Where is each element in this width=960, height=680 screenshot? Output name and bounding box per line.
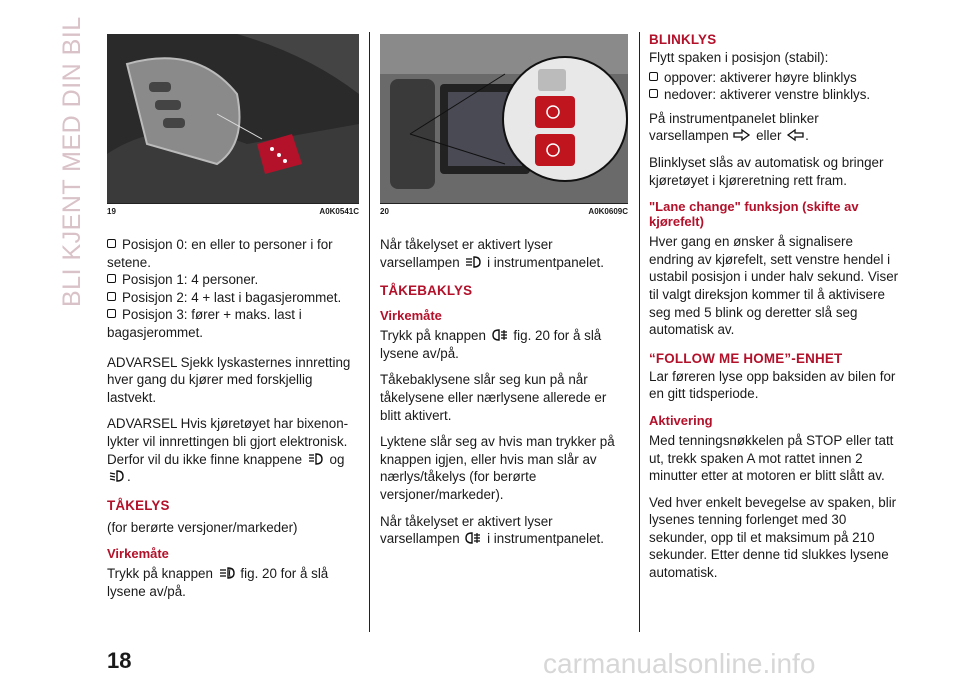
subsection-heading: Virkemåte — [107, 546, 169, 562]
column-divider — [639, 32, 640, 632]
body-text: Hver gang en ønsker å signalisere endring av kjørefelt, sett venstre hendel i ustabil posisjon i under halv sekund. Viser til valgt direksjon kommer til å aktivisere seg med 5 blink og deretter slå seg automatisk av. — [649, 234, 899, 338]
turn-left-icon — [785, 128, 805, 142]
warning-text: ADVARSEL Sjekk lyskasternes innretting hver gang du kjører med forskjellig lastvekt. — [107, 354, 351, 405]
section-heading: TÅKELYS — [107, 497, 170, 513]
figure-number: 19 — [107, 207, 116, 216]
figure-caption — [380, 203, 628, 216]
checkbox-bullet-icon — [107, 274, 116, 283]
section-note: (for berørte versjoner/markeder) — [107, 519, 298, 535]
page-number: 18 — [107, 648, 132, 673]
headlamp-level-icon — [107, 469, 127, 483]
list-item: Posisjon 0: en eller to personer i for setene. — [107, 237, 333, 270]
body-text: Blinklyset slås av automatisk og bringer kjøretøyet i kjøreretning rett fram. — [649, 154, 884, 188]
subsection-heading: "Lane change" funksjon (skifte av kjørefelt) — [649, 199, 859, 230]
watermark: carmanualsonline.info — [543, 648, 816, 679]
body-text: Trykk på knappen fig. 20 for å slå lysene av/på. — [380, 328, 602, 361]
figure-caption — [107, 203, 359, 216]
body-text: Flytt spaken i posisjon (stabil): — [649, 50, 829, 65]
body-text: Med tenningsnøkkelen på STOP eller tatt ut, trekk spaken A mot rattet innen 2 minutter etter at motoren er blitt slått av. — [649, 432, 894, 484]
figure-number: 20 — [380, 207, 389, 216]
fog-light-icon — [217, 566, 237, 580]
checkbox-bullet-icon — [107, 292, 116, 301]
headlamp-level-icon — [306, 452, 326, 466]
figure-19-image — [107, 34, 359, 203]
section-heading: “FOLLOW ME HOME”-ENHET — [649, 350, 843, 366]
list-item: Posisjon 3: fører + maks. last i bagasjerommet. — [107, 307, 302, 340]
checkbox-bullet-icon — [107, 239, 116, 248]
body-text: Tåkebaklysene slår seg kun på når tåkelysene eller nærlysene allerede er blitt aktivert. — [380, 372, 607, 423]
subsection-heading: Aktivering — [649, 412, 713, 428]
section-heading: TÅKEBAKLYS — [380, 283, 473, 299]
figure-code: A0K0541C — [319, 207, 359, 216]
warning-text: ADVARSEL Hvis kjøretøyet har bixenon-lykter vil innrettingen bli gjort elektronisk. Derfor vil du ikke finne knappene og . — [107, 416, 349, 485]
body-text: Når tåkelyset er aktivert lyser varsellampen i instrumentpanelet. — [380, 513, 604, 547]
rear-fog-light-icon — [463, 531, 483, 545]
section-heading: BLINKLYS — [649, 32, 717, 47]
list-item: nedover: aktiverer venstre blinklys. — [649, 86, 901, 104]
body-text: Ved hver enkelt bevegelse av spaken, blir lysenes tenning forlenget med 30 sekunder, opp til et maksimum på 210 sekunder. Etter denne tid slukkes lysene automatisk. — [649, 494, 897, 581]
fog-light-icon — [463, 255, 483, 269]
checkbox-bullet-icon — [107, 309, 116, 318]
list-item: Posisjon 1: 4 personer. — [107, 271, 359, 289]
subsection-heading: Virkemåte — [380, 308, 442, 324]
rear-fog-light-icon — [490, 328, 510, 342]
column-1 — [107, 34, 359, 610]
figure-20-image — [380, 34, 628, 203]
body-text: Lyktene slår seg av hvis man trykker på knappen igjen, eller hvis man slår av nærlys/tåkelys (for berørte versjoner/markeder). — [380, 434, 615, 502]
checkbox-bullet-icon — [649, 72, 658, 81]
body-text: Når tåkelyset er aktivert lyser varsellampen i instrumentpanelet. — [380, 237, 604, 270]
turn-right-icon — [732, 128, 752, 142]
column-3 — [649, 32, 901, 591]
column-2 — [380, 34, 628, 557]
checkbox-bullet-icon — [649, 89, 658, 98]
list-item: Posisjon 2: 4 + last i bagasjerommet. — [107, 289, 359, 307]
body-text: På instrumentpanelet blinker varsellampen eller . — [649, 110, 819, 144]
column-divider — [369, 32, 370, 632]
chapter-side-title: BLI KJENT MED DIN BIL — [58, 16, 86, 307]
body-text: Trykk på knappen fig. 20 for å slå lysene av/på. — [107, 566, 329, 599]
figure-code: A0K0609C — [588, 207, 628, 216]
body-text: Lar føreren lyse opp baksiden av bilen for en gitt tidsperiode. — [649, 368, 896, 402]
list-item: oppover: aktiverer høyre blinklys — [649, 69, 901, 87]
